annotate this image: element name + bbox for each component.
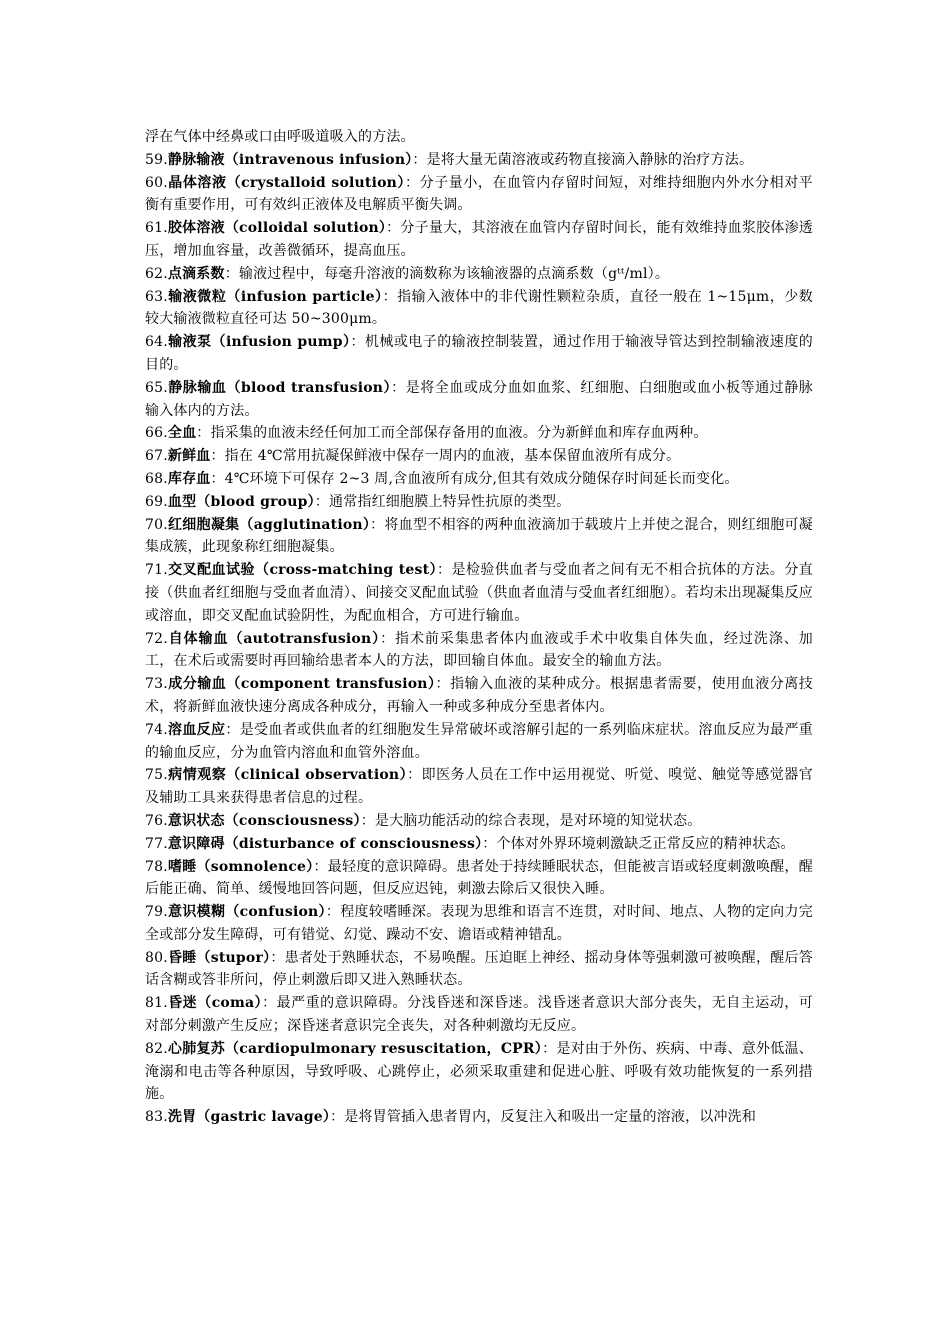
glossary-entry <box>145 286 813 332</box>
entry-definition: ：4℃环境下可保存 2~3 周,含血液所有成分,但其有效成分随保存时间延长而变化。 <box>210 470 739 487</box>
entry-definition: ：患者处于熟睡状态，不易唤醒。压迫眶上神经、摇动身体等强刺激可被唤醒，醒后答话含糊或答非所问，停止刺激后即又进入熟睡状态。 <box>145 949 814 989</box>
entry-number: 73. <box>145 676 168 693</box>
entry-definition: ：指术前采集患者体内血液或手术中收集自体失血，经过洗涤、加工，在术后或需要时再回输给患者本人的方法，即回输自体血。最安全的输血方法。 <box>145 630 813 670</box>
entry-number: 76. <box>145 812 168 829</box>
glossary-entry <box>145 719 813 765</box>
entry-definition: ：分子量小，在血管内存留时间短，对维持细胞内外水分相对平衡有重要作用，可有效纠正液体及电解质平衡失调。 <box>145 174 813 214</box>
glossary-entry <box>145 559 813 627</box>
entry-definition: ：是将大量无菌溶液或药物直接滴入静脉的治疗方法。 <box>412 151 754 168</box>
entry-definition: ：分子量大，其溶液在血管内存留时间长，能有效维持血浆胶体渗透压，增加血容量，改善微循环，提高血压。 <box>145 220 814 259</box>
entry-definition: ：最轻度的意识障碍。患者处于持续睡眠状态，但能被言语或轻度刺激唤醒，醒后能正确、简单、缓慢地回答问题，但反应迟钝，刺激去除后又很快入睡。 <box>145 858 814 898</box>
entry-definition: ：个体对外界环境刺激缺乏正常反应的精神状态。 <box>482 835 795 852</box>
entry-number: 80. <box>145 949 168 966</box>
entry-number: 64. <box>145 334 168 351</box>
glossary-entry <box>145 628 813 674</box>
glossary-entry <box>145 833 813 856</box>
glossary-entry <box>145 445 813 468</box>
glossary-entry <box>145 810 813 833</box>
entry-number: 71. <box>145 562 168 579</box>
entry-number: 60. <box>145 174 168 191</box>
entry-definition: ：机械或电子的输液控制装置，通过作用于输液导管达到控制输液速度的目的。 <box>145 334 813 373</box>
entry-definition: ：是将全血或成分血如血浆、红细胞、白细胞或血小板等通过静脉输入体内的方法。 <box>145 379 813 419</box>
entry-term: 病情观察（clinical observation） <box>167 767 408 784</box>
glossary-entry <box>145 331 813 377</box>
entry-term: 交叉配血试验（cross-matching test） <box>167 562 438 579</box>
glossary-entry <box>145 149 813 172</box>
entry-number: 78. <box>145 858 168 875</box>
glossary-entry <box>145 1038 813 1106</box>
glossary-entry <box>145 491 813 514</box>
glossary-entry <box>145 514 813 560</box>
entry-term: 输液泵（infusion pump） <box>167 334 351 351</box>
glossary-entry <box>145 901 813 947</box>
entry-term: 静脉输血（blood transfusion） <box>167 379 392 396</box>
glossary-entry <box>145 468 813 491</box>
entry-definition: ：即医务人员在工作中运用视觉、听觉、嗅觉、触觉等感觉器官及辅助工具来获得患者信息的过程。 <box>145 767 813 807</box>
entry-number: 63. <box>145 288 168 305</box>
glossary-entry <box>145 856 813 902</box>
glossary-entry <box>145 263 813 286</box>
glossary-entry <box>145 217 813 263</box>
entry-definition: ：程度较嗜睡深。表现为思维和语言不连贯，对时间、地点、人物的定向力完全或部分发生障碍，可有错觉、幻觉、躁动不安、谵语或精神错乱。 <box>145 904 813 943</box>
glossary-entry <box>145 126 813 149</box>
glossary-entry <box>145 422 813 445</box>
entry-term: 输液微粒（infusion particle） <box>167 288 383 305</box>
entry-number: 67. <box>145 448 168 465</box>
entry-definition: ：通常指红细胞膜上特异性抗原的类型。 <box>314 493 571 510</box>
entry-definition: ：指采集的血液未经任何加工而全部保存备用的血液。分为新鲜血和库存血两种。 <box>196 425 708 442</box>
entry-term: 胶体溶液（colloidal solution） <box>167 220 387 237</box>
entry-definition: ：指输入液体中的非代谢性颗粒杂质，直径一般在 1~15μm，少数较大输液微粒直径可达 50~300μm。 <box>145 288 813 328</box>
entry-definition: ：是受血者或供血者的红细胞发生异常破坏或溶解引起的一系列临床症状。溶血反应为最严重的输血反应，分为血管内溶血和血管外溶血。 <box>145 721 813 761</box>
entry-number: 72. <box>145 630 168 647</box>
entry-number: 79. <box>145 904 168 921</box>
entry-definition: ：将血型不相容的两种血液滴加于载玻片上并使之混合，则红细胞可凝集成簇，此现象称红细胞凝集。 <box>145 516 813 556</box>
entry-term: 心肺复苏（cardiopulmonary resuscitation，CPR） <box>167 1040 543 1057</box>
entry-term: 昏迷（coma） <box>167 995 263 1012</box>
entry-term: 点滴系数 <box>167 265 225 282</box>
entry-term: 昏睡（stupor） <box>167 949 271 966</box>
entry-definition: ：是对由于外伤、疾病、中毒、意外低温、淹溺和电击等各种原因，导致呼吸、心跳停止，必须采取重建和促进心脏、呼吸有效功能恢复的一系列措施。 <box>145 1040 813 1103</box>
entry-term: 全血 <box>167 425 197 442</box>
entry-term: 新鲜血 <box>167 448 211 465</box>
entry-term: 嗜睡（somnolence） <box>167 858 314 875</box>
glossary-entry <box>145 1106 813 1129</box>
entry-number: 62. <box>145 265 168 282</box>
entry-definition: 浮在气体中经鼻或口由呼吸道吸入的方法。 <box>145 129 415 145</box>
entry-number: 82. <box>145 1040 168 1057</box>
entry-definition: ：是大脑功能活动的综合表现，是对环境的知觉状态。 <box>360 812 702 829</box>
entry-number: 77. <box>145 835 168 852</box>
entry-number: 75. <box>145 767 168 784</box>
entry-term: 晶体溶液（crystalloid solution） <box>167 174 405 191</box>
entry-term: 静脉输液（intravenous infusion） <box>167 151 413 168</box>
entry-term: 自体输血（autotransfusion） <box>167 630 381 647</box>
entry-term: 成分输血（component transfusion） <box>167 676 436 693</box>
glossary-entry <box>145 764 813 810</box>
entry-term: 红细胞凝集（agglutination） <box>167 516 371 533</box>
entry-number: 66. <box>145 425 168 442</box>
entry-number: 68. <box>145 470 168 487</box>
entry-term: 洗胃（gastric lavage） <box>167 1109 331 1126</box>
entry-number: 74. <box>145 721 168 738</box>
entry-number: 83. <box>145 1109 168 1126</box>
entry-number: 61. <box>145 220 168 237</box>
entry-definition: ：输液过程中，每毫升溶液的滴数称为该输液器的点滴系数（gᵗᵗ/ml）。 <box>224 265 670 282</box>
document-body <box>145 126 813 1129</box>
entry-definition: ：指在 4℃常用抗凝保鲜液中保存一周内的血液，基本保留血液所有成分。 <box>210 448 681 465</box>
entry-number: 70. <box>145 516 168 533</box>
entry-term: 溶血反应 <box>167 721 226 738</box>
entry-term: 库存血 <box>167 470 211 487</box>
glossary-entry <box>145 377 813 423</box>
entry-term: 血型（blood group） <box>167 493 315 510</box>
entry-definition: ：最严重的意识障碍。分浅昏迷和深昏迷。浅昏迷者意识大部分丧失，无自主运动，可对部分刺激产生反应；深昏迷者意识完全丧失，对各种刺激均无反应。 <box>145 995 813 1035</box>
entry-number: 69. <box>145 493 168 510</box>
entry-term: 意识模糊（confusion） <box>167 904 326 921</box>
entry-number: 65. <box>145 379 168 396</box>
entry-number: 59. <box>145 151 168 168</box>
glossary-entry <box>145 947 813 993</box>
entry-number: 81. <box>145 995 168 1012</box>
entry-definition: ：是将胃管插入患者胃内，反复注入和吸出一定量的溶液，以冲洗和 <box>330 1109 757 1126</box>
entry-definition: ：是检验供血者与受血者之间有无不相合抗体的方法。分直接（供血者红细胞与受血者血清）、间接交叉配血试验（供血者血清与受血者红细胞）。若均未出现凝集反应或溶血，即交叉配血试验阴性，为配血相合，方可进行输血。 <box>145 562 813 624</box>
entry-definition: ：指输入血液的某种成分。根据患者需要，使用血液分离技术，将新鲜血液快速分离成各种成分，再输入一种或多种成分至患者体内。 <box>145 676 813 715</box>
entry-term: 意识状态（consciousness） <box>167 812 361 829</box>
glossary-entry <box>145 172 813 218</box>
entry-term: 意识障碍（disturbance of consciousness） <box>167 835 483 852</box>
glossary-entry <box>145 673 813 719</box>
glossary-entry <box>145 992 813 1038</box>
